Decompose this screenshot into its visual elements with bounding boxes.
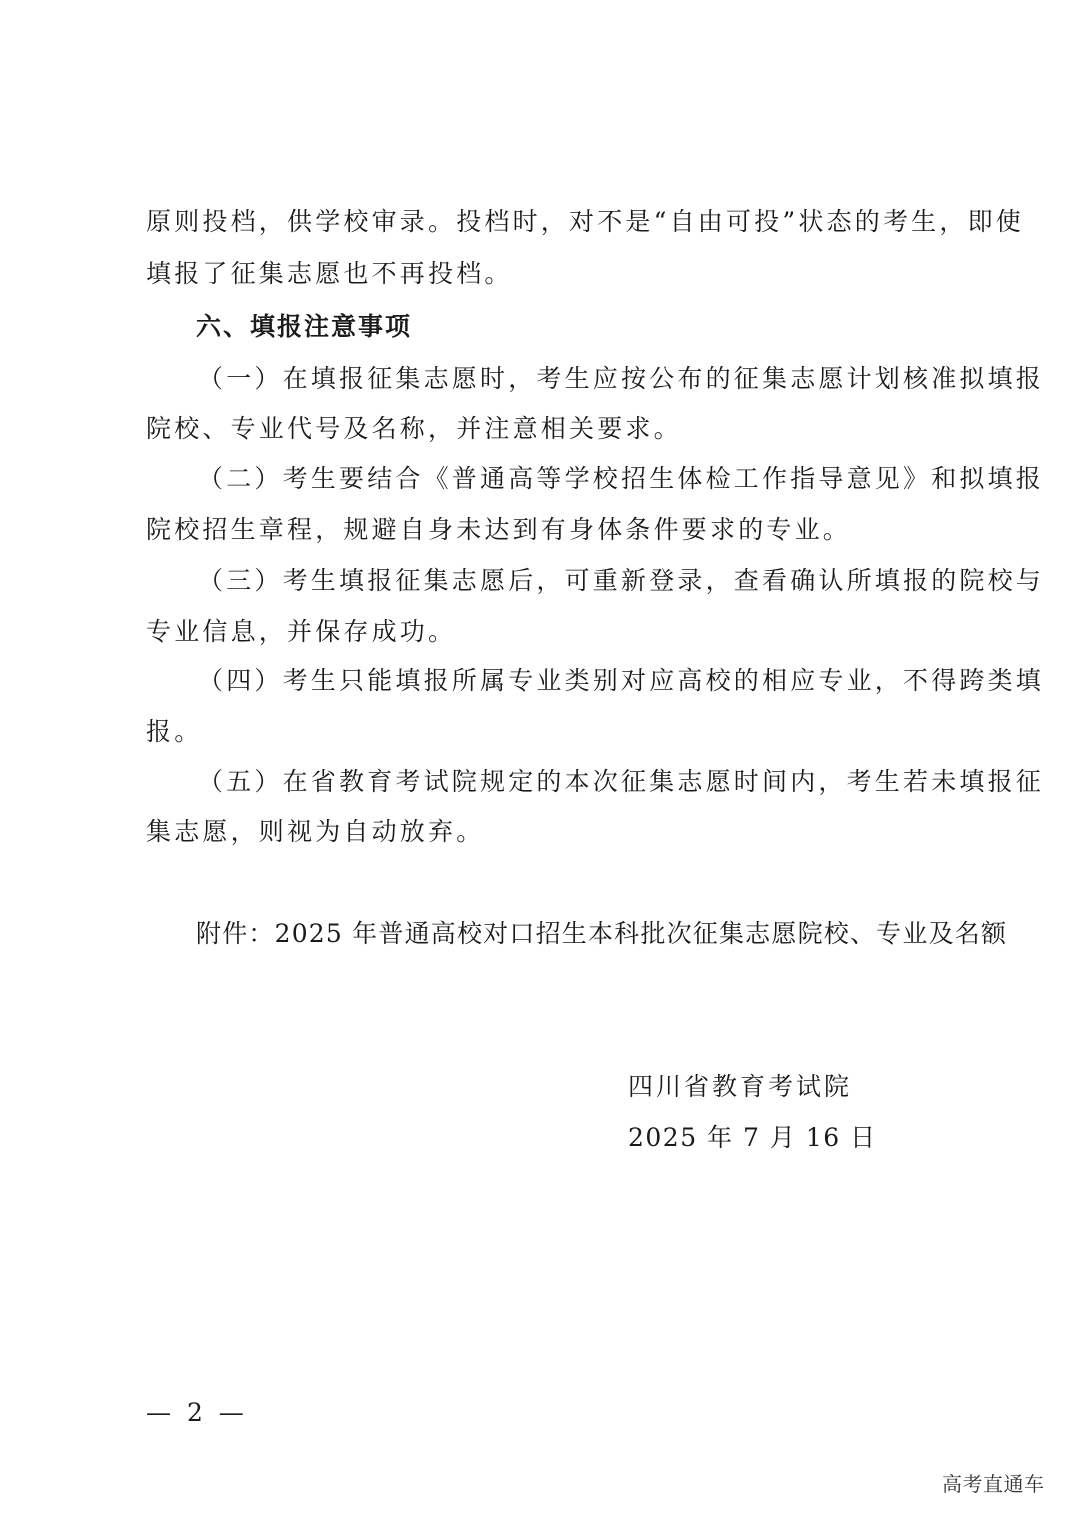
paragraph-line: 填报了征集志愿也不再投档。 [146, 259, 513, 288]
section-heading: 六、填报注意事项 [196, 312, 413, 341]
signature-organization: 四川省教育考试院 [628, 1072, 853, 1101]
list-item-2-line2: 院校招生章程，规避自身未达到有身体条件要求的专业。 [146, 515, 852, 544]
watermark: 高考直通车 [942, 1472, 1045, 1496]
list-item-3-line1: （三）考生填报征集志愿后，可重新登录，查看确认所填报的院校与 [198, 566, 1045, 595]
list-item-4-line2: 报。 [146, 717, 203, 746]
paragraph-line: 原则投档，供学校审录。投档时，对不是“自由可投”状态的考生，即使 [146, 207, 1024, 236]
list-item-5-line1: （五）在省教育考试院规定的本次征集志愿时间内，考生若未填报征 [198, 767, 1045, 796]
attachment-note: 附件：2025 年普通高校对口招生本科批次征集志愿院校、专业及名额 [196, 919, 1008, 948]
list-item-4-line1: （四）考生只能填报所属专业类别对应高校的相应专业，不得跨类填 [198, 666, 1045, 695]
list-item-5-line2: 集志愿，则视为自动放弃。 [146, 817, 485, 846]
list-item-1-line2: 院校、专业代号及名称，并注意相关要求。 [146, 414, 682, 443]
list-item-1-line1: （一）在填报征集志愿时，考生应按公布的征集志愿计划核准拟填报 [198, 364, 1045, 393]
list-item-2-line1: （二）考生要结合《普通高等学校招生体检工作指导意见》和拟填报 [198, 464, 1045, 493]
page-number: — 2 — [146, 1398, 248, 1427]
list-item-3-line2: 专业信息，并保存成功。 [146, 617, 457, 646]
signature-date: 2025 年 7 月 16 日 [628, 1123, 877, 1152]
